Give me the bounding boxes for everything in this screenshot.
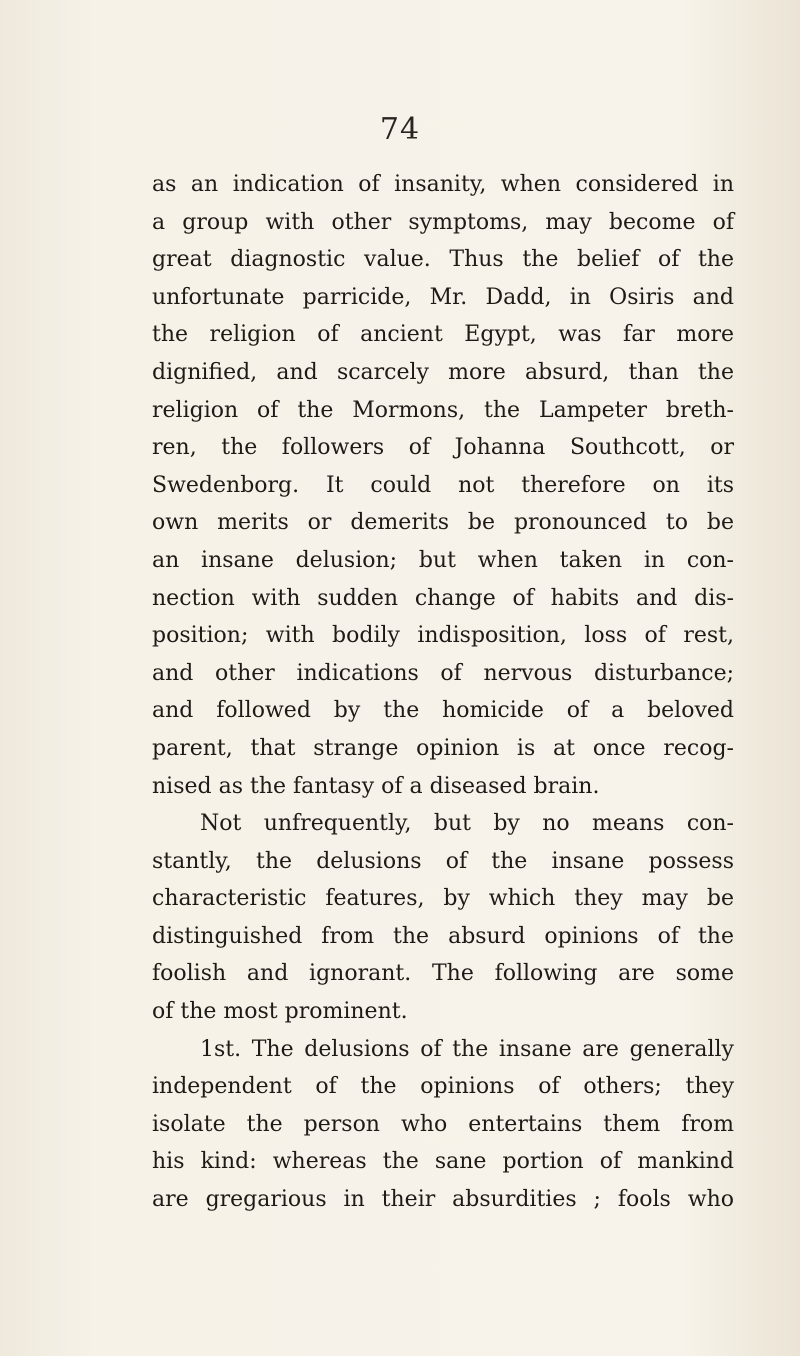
text-line: Not unfrequently, but by no means con- <box>200 811 734 837</box>
text-line: of the most prominent. <box>152 999 408 1025</box>
text-line: a group with other symptoms, may become of <box>152 209 734 235</box>
text-line: his kind: whereas the sane portion of mankind <box>152 1149 734 1175</box>
text-line: 1st. The delusions of the insane are generally <box>200 1036 734 1062</box>
text-line: are gregarious in their absurdities ; fools who <box>152 1187 734 1213</box>
text-line: nised as the fantasy of a diseased brain. <box>152 773 600 799</box>
text-line: foolish and ignorant. The following are some <box>152 961 734 987</box>
text-line: the religion of ancient Egypt, was far more <box>152 322 734 348</box>
text-line: and followed by the homicide of a beloved <box>152 698 734 724</box>
text-line: as an indication of insanity, when considered in <box>152 172 734 197</box>
text-line: characteristic features, by which they may be <box>152 886 734 912</box>
text-line: distinguished from the absurd opinions of the <box>152 923 734 949</box>
text-line: great diagnostic value. Thus the belief of the <box>152 247 734 273</box>
text-line: Swedenborg. It could not therefore on its <box>152 472 734 498</box>
text-line: position; with bodily indisposition, loss of rest, <box>152 623 734 649</box>
page-number: 74 <box>379 112 421 147</box>
text-line: unfortunate parricide, Mr. Dadd, in Osiris and <box>152 284 734 310</box>
text-line: independent of the opinions of others; they <box>152 1074 734 1100</box>
text-line: isolate the person who entertains them from <box>152 1111 734 1137</box>
text-line: ren, the followers of Johanna Southcott, or <box>152 435 734 461</box>
text-line: parent, that strange opinion is at once recog- <box>152 735 734 761</box>
text-line: an insane delusion; but when taken in con- <box>152 547 734 573</box>
text-line: own merits or demerits be pronounced to be <box>152 510 734 536</box>
text-line: and other indications of nervous disturbance; <box>152 660 734 686</box>
text-line: religion of the Mormons, the Lampeter breth- <box>152 397 734 423</box>
text-line: nection with sudden change of habits and dis- <box>152 585 734 611</box>
text-line: stantly, the delusions of the insane possess <box>152 848 734 874</box>
text-line: dignified, and scarcely more absurd, than the <box>152 359 734 385</box>
body-text <box>152 166 734 1219</box>
